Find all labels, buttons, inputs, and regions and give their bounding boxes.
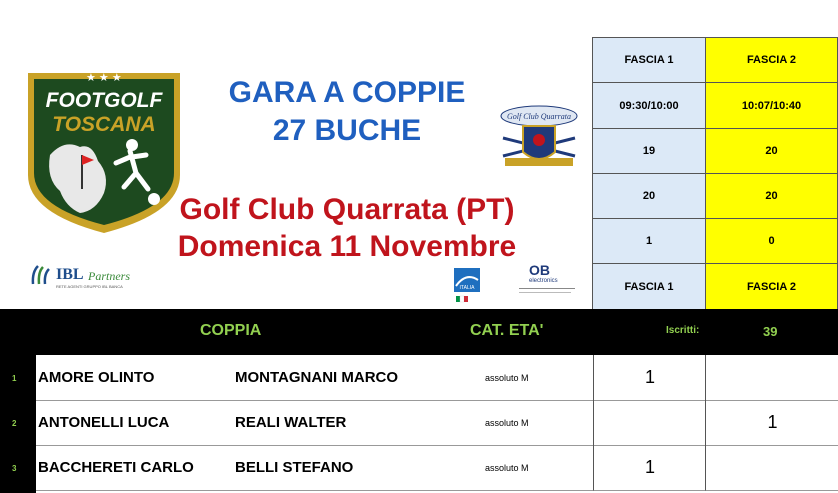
fascia-1-mark: 1 — [593, 355, 706, 401]
fascia-summary-table — [592, 37, 838, 310]
fascia-cell: 20 — [593, 174, 706, 219]
iscritti-label: Iscritti: — [666, 325, 700, 336]
fascia-2-mark — [705, 355, 838, 401]
ibl-leaf-icon — [30, 264, 52, 286]
table-row — [0, 400, 838, 445]
event-title: GARA A COPPIE — [228, 76, 466, 109]
row-number: 1 — [12, 374, 17, 383]
svg-text:FOOTGOLF: FOOTGOLF — [45, 89, 163, 112]
footgolf-toscana-logo — [20, 63, 188, 235]
fascia-cell: FASCIA 1 — [593, 264, 706, 310]
fascia-1-mark — [593, 400, 706, 446]
table-row — [0, 445, 838, 490]
ibl-name: IBL — [56, 266, 84, 283]
fig-federation-logo — [446, 266, 484, 306]
fascia-cell: 20 — [706, 129, 838, 174]
fascia-2-mark — [705, 445, 838, 491]
pairs-list-header — [0, 309, 838, 355]
row-number: 3 — [12, 464, 17, 473]
player-2: REALI WALTER — [235, 414, 347, 431]
cat-eta-header: CAT. ETA' — [470, 322, 544, 339]
ob-logo-name: OB — [529, 262, 550, 278]
player-2: MONTAGNANI MARCO — [235, 369, 399, 386]
fascia-2-mark: 1 — [705, 400, 838, 446]
svg-text:TOSCANA: TOSCANA — [52, 113, 156, 136]
iscritti-count: 39 — [763, 324, 778, 339]
category: assoluto M — [485, 373, 529, 383]
fascia-cell: 09:30/10:00 — [593, 83, 706, 129]
fig-logo-text: ITALIA — [459, 285, 475, 291]
fascia-cell: 10:07/10:40 — [706, 83, 838, 129]
ob-electronics-logo — [519, 262, 581, 302]
golf-club-quarrata-logo — [497, 96, 582, 176]
row-number: 2 — [12, 419, 17, 428]
fascia-cell: 19 — [593, 129, 706, 174]
category: assoluto M — [485, 418, 529, 428]
ibl-partners-logo — [30, 264, 160, 292]
player-1: AMORE OLINTO — [38, 369, 155, 386]
fascia-cell: FASCIA 2 — [706, 264, 838, 310]
ob-logo-sub: electronics — [529, 278, 558, 284]
fascia-cell: 20 — [706, 174, 838, 219]
coppia-header: COPPIA — [200, 322, 262, 339]
event-venue: Golf Club Quarrata (PT) — [179, 193, 515, 226]
club-logo-text: Golf Club Quarrata — [506, 112, 572, 121]
svg-text:★ ★ ★: ★ ★ ★ — [86, 72, 122, 84]
player-1: ANTONELLI LUCA — [38, 414, 170, 431]
fascia-cell: 0 — [706, 219, 838, 264]
category: assoluto M — [485, 463, 529, 473]
fascia-cell: 1 — [593, 219, 706, 264]
player-1: BACCHERETI CARLO — [38, 459, 194, 476]
fascia-cell: FASCIA 2 — [706, 38, 838, 83]
player-2: BELLI STEFANO — [235, 459, 354, 476]
event-date: Domenica 11 Novembre — [177, 230, 517, 263]
fascia-cell: FASCIA 1 — [593, 38, 706, 83]
fascia-1-mark: 1 — [593, 445, 706, 491]
table-row — [0, 355, 838, 400]
ibl-partners-text: Partners — [88, 269, 130, 283]
ibl-tagline: RETE AGENTI GRUPPO IBL BANCA — [56, 284, 123, 289]
event-subtitle: 27 BUCHE — [272, 114, 422, 147]
